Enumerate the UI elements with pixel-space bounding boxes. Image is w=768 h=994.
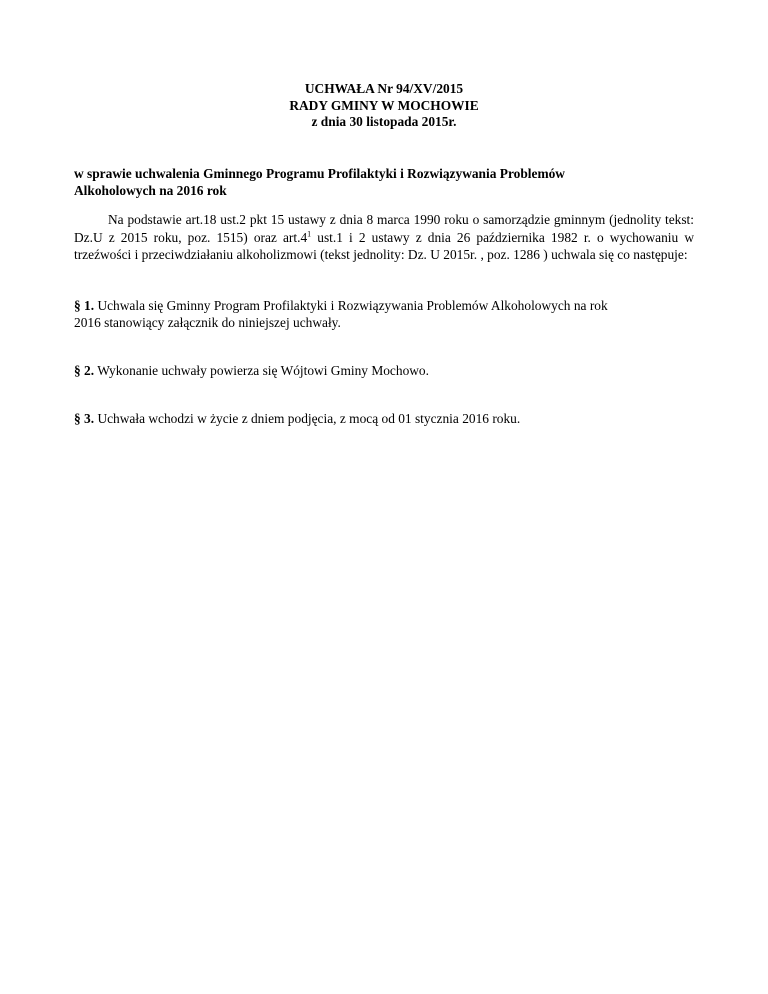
council-name: RADY GMINY W MOCHOWIE bbox=[289, 97, 479, 113]
resolution-date: z dnia 30 listopada 2015r. bbox=[311, 114, 457, 129]
paragraph-3-text: Uchwała wchodzi w życie z dniem podjęcia, z mocą od 01 stycznia 2016 roku. bbox=[94, 411, 521, 426]
paragraph-1 bbox=[74, 297, 694, 332]
legal-basis-paragraph bbox=[74, 211, 694, 264]
subject-line-2: Alkoholowych na 2016 rok bbox=[74, 183, 227, 198]
subject-line-1: w sprawie uchwalenia Gminnego Programu Profilaktyki i Rozwiązywania Problemów bbox=[74, 166, 565, 181]
paragraph-1-text-1: Uchwala się Gminny Program Profilaktyki i Rozwiązywania Problemów Alkoholowych na rok bbox=[94, 298, 608, 313]
paragraph-3-label: § 3. bbox=[74, 411, 95, 426]
paragraph-2-text: Wykonanie uchwały powierza się Wójtowi Gminy Mochowo. bbox=[94, 363, 429, 378]
legal-basis-superscript: 1 bbox=[307, 229, 312, 239]
paragraph-2-label: § 2. bbox=[74, 363, 95, 378]
paragraph-3 bbox=[74, 410, 694, 427]
paragraph-1-text-2: 2016 stanowiący załącznik do niniejszej uchwały. bbox=[74, 315, 341, 331]
resolution-header bbox=[0, 81, 768, 131]
resolution-subject bbox=[74, 165, 694, 199]
resolution-number: UCHWAŁA Nr 94/XV/2015 bbox=[304, 81, 464, 96]
paragraph-2 bbox=[74, 362, 694, 379]
legal-basis-text-1: Na podstawie art.18 ust.2 pkt 15 ustawy z dnia 8 marca 1990 roku o samorządzie gminnym (jednolity tekst: Dz.U z 2015 roku, poz. 1515) oraz art.4 bbox=[74, 212, 694, 245]
paragraph-1-label: § 1. bbox=[74, 298, 95, 313]
legal-basis-text-2: ust.1 i 2 ustawy z dnia 26 października 1982 r. o wychowaniu w trzeźwości i przeciwdziałaniu alkoholizmowi (tekst jednolity: Dz. U 2015r. , poz. 1286 ) uchwala się co następuje: bbox=[74, 229, 694, 263]
